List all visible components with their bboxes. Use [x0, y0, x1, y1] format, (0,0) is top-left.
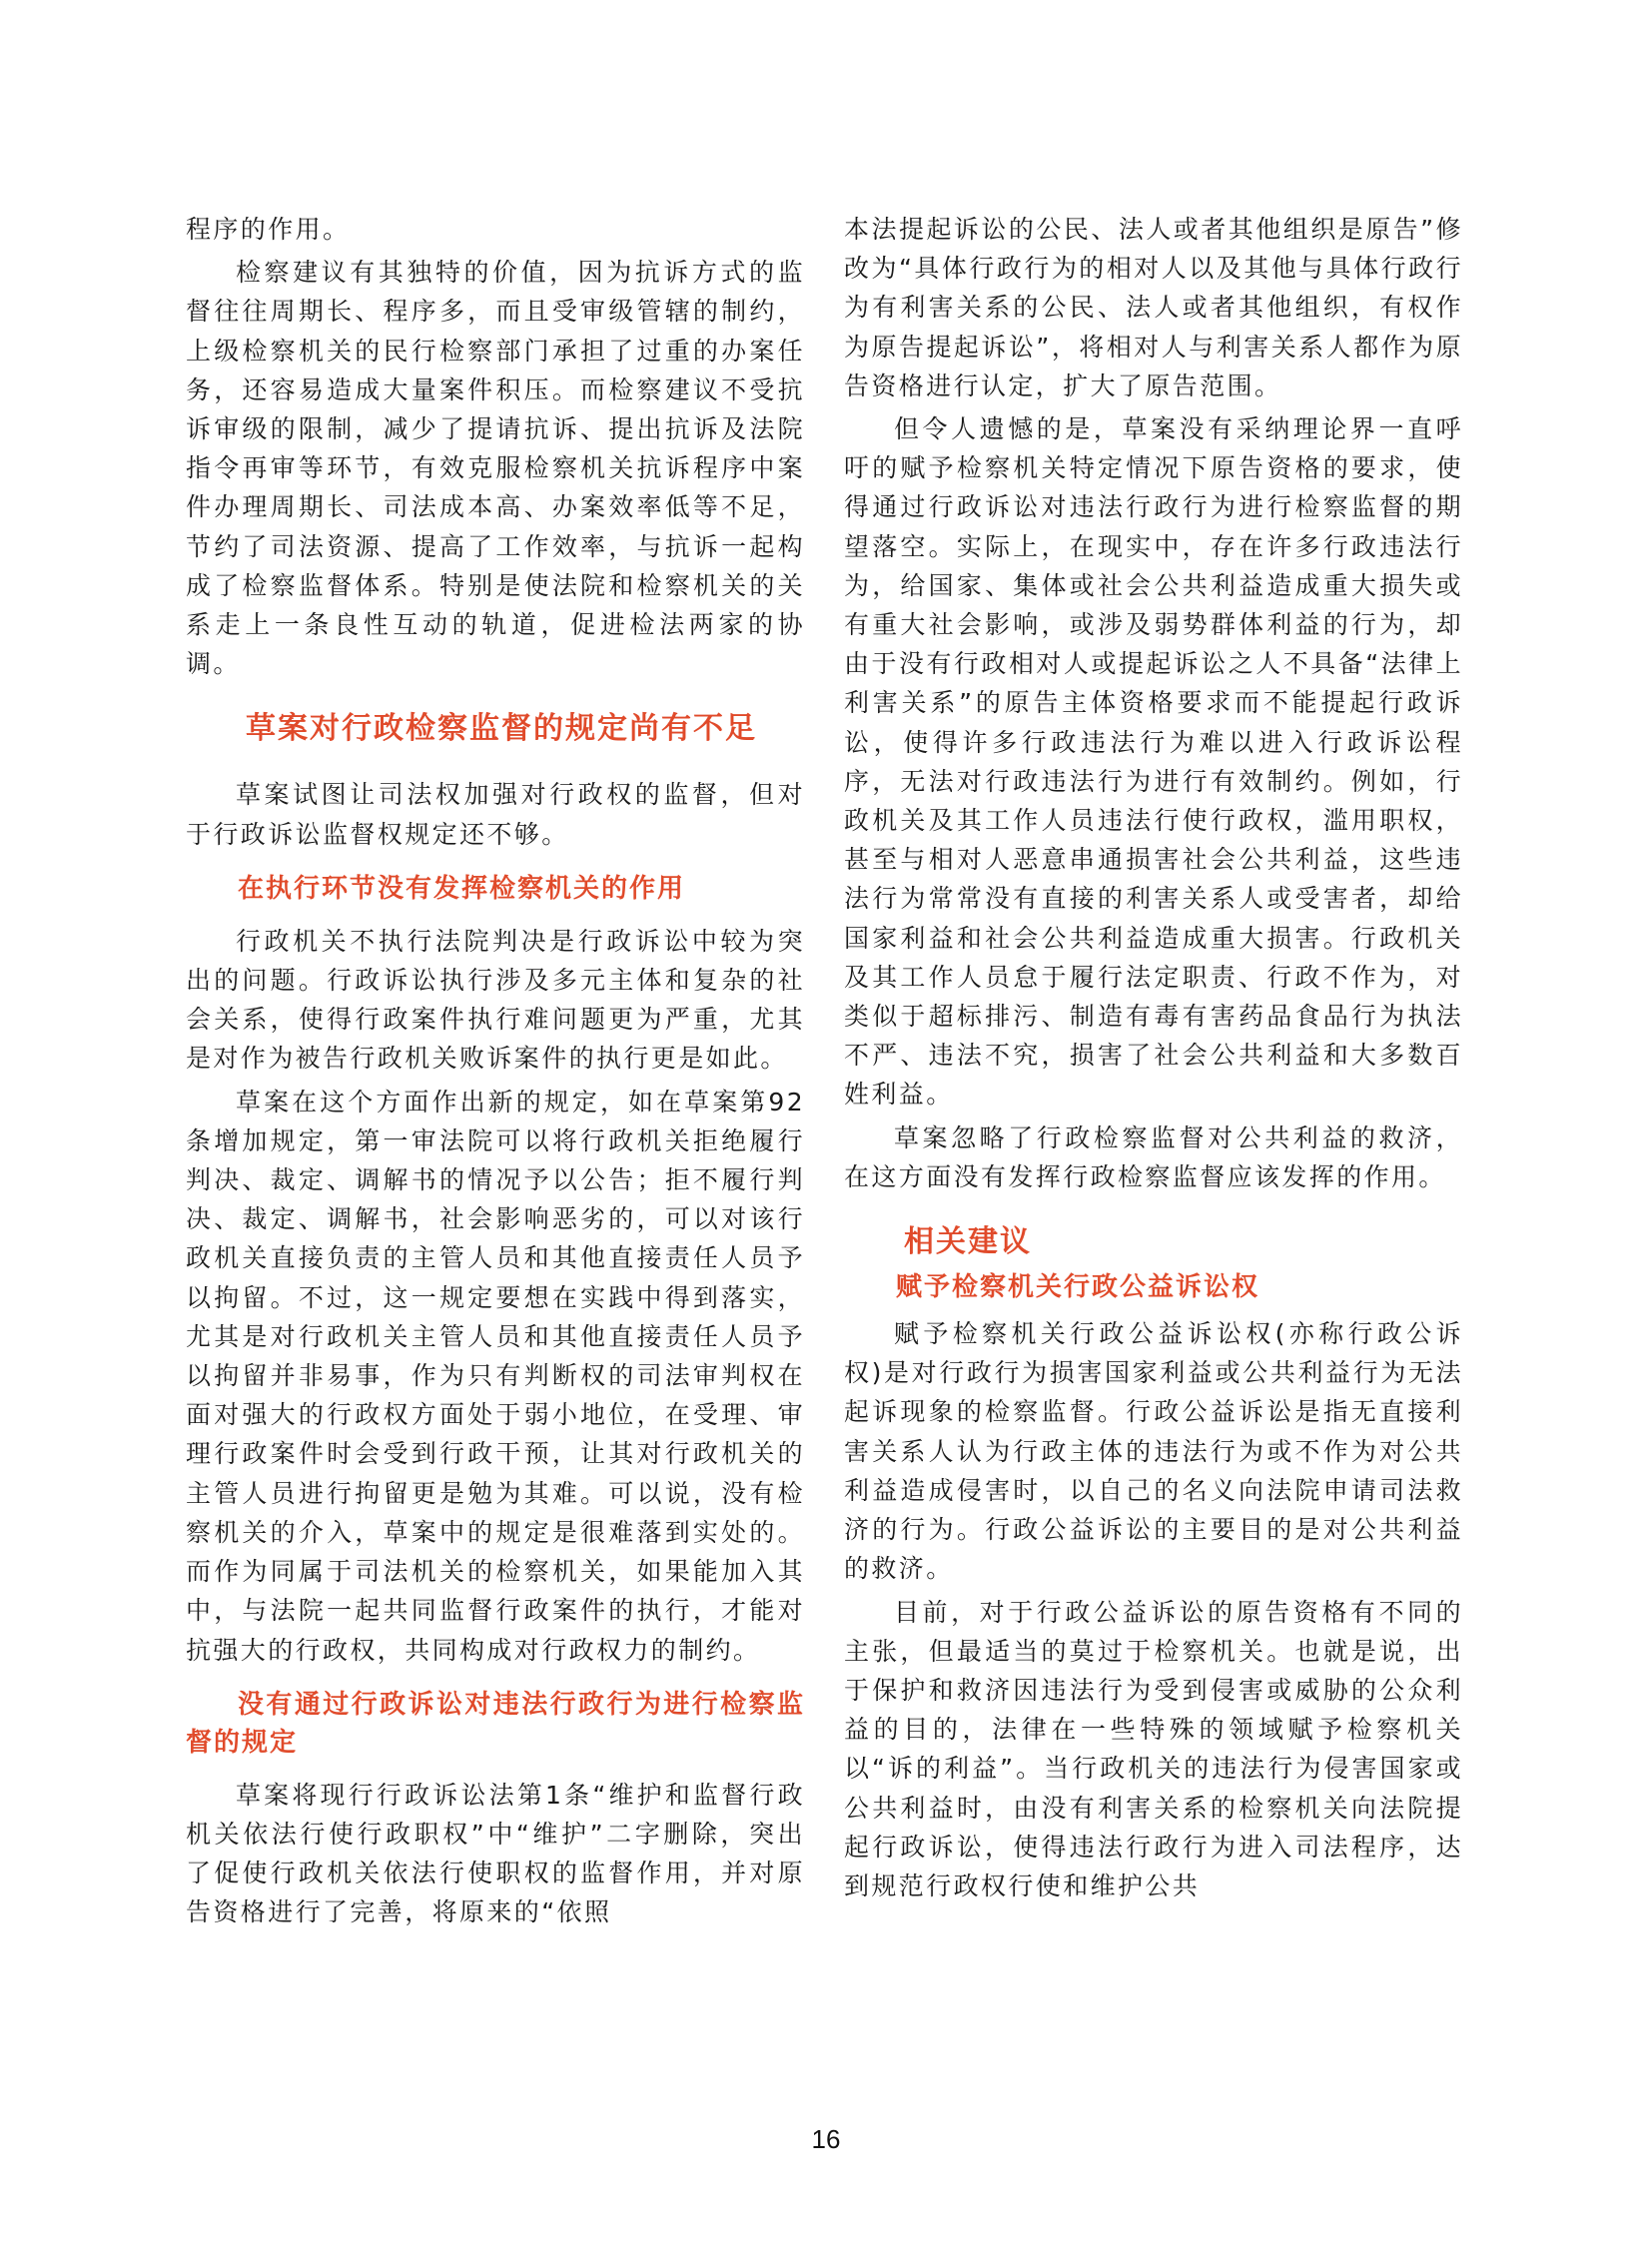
paragraph: 检察建议有其独特的价值，因为抗诉方式的监督往往周期长、程序多，而且受审级管辖的制约，上级检察机关的民行检察部门承担了过重的办案任务，还容易造成大量案件积压。而检察建议不受抗诉审级的限制，减少了提请抗诉、提出抗诉及法院指令再审等环节，有效克服检察机关抗诉程序中案件办理周期长、司法成本高、办案效率低等不足，节约了司法资源、提高了工作效率，与抗诉一起构成了检察监督体系。特别是使法院和检察机关的关系走上一条良性互动的轨道，促进检法两家的协调。 [186, 258, 805, 679]
paragraph: 草案将现行行政诉讼法第1条“维护和监督行政机关依法行使行政职权”中“维护”二字删除，突出了促使行政机关依法行使职权的监督作用，并对原告资格进行了完善，将原来的“依照 [186, 1780, 805, 1927]
page-number: 16 [811, 2124, 841, 2154]
subsection-heading: 在执行环节没有发挥检察机关的作用 [238, 873, 686, 904]
paragraph: 草案在这个方面作出新的规定，如在草案第92条增加规定，第一审法院可以将行政机关拒绝履行判决、裁定、调解书的情况予以公告；拒不履行判决、裁定、调解书，社会影响恶劣的，可以对该行政机关直接负责的主管人员和其他直接责任人员予以拘留。不过，这一规定要想在实践中得到落实，尤其是对行政机关主管人员和其他直接责任人员予以拘留并非易事，作为只有判断权的司法审判权在面对强大的行政权方面处于弱小地位，在受理、审理行政案件时会受到行政干预，让其对行政机关的主管人员进行拘留更是勉为其难。可以说，没有检察机关的介入，草案中的规定是很难落到实处的。而作为同属于司法机关的检察机关，如果能加入其中，与法院一起共同监督行政案件的执行，才能对抗强大的行政权，共同构成对行政权力的制约。 [186, 1087, 805, 1665]
paragraph: 目前，对于行政公益诉讼的原告资格有不同的主张，但最适当的莫过于检察机关。也就是说，出于保护和救济因违法行为受到侵害或威胁的公众利益的目的，法律在一些特殊的领域赋予检察机关以“诉的利益”。当行政机关的违法行为侵害国家或公共利益时，由没有利害关系的检察机关向法院提起行政诉讼，使得违法行政行为进入司法程序，达到规范行政权行使和维护公共 [844, 1597, 1463, 1900]
paragraph: 但令人遗憾的是，草案没有采纳理论界一直呼吁的赋予检察机关特定情况下原告资格的要求，使得通过行政诉讼对违法行政行为进行检察监督的期望落空。实际上，在现实中，存在许多行政违法行为，给国家、集体或社会公共利益造成重大损失或有重大社会影响，或涉及弱势群体利益的行为，却由于没有行政相对人或提起诉讼之人不具备“法律上利害关系”的原告主体资格要求而不能提起行政诉讼，使得许多行政违法行为难以进入行政诉讼程序，无法对行政违法行为进行有效制约。例如，行政机关及其工作人员违法行使行政权，滥用职权，甚至与相对人恶意串通损害社会公共利益，这些违法行为常常没有直接的利害关系人或受害者，却给国家利益和社会公共利益造成重大损害。行政机关及其工作人员怠于履行法定职责、行政不作为，对类似于超标排污、制造有毒有害药品食品行为执法不严、违法不究，损害了社会公共利益和大多数百姓利益。 [844, 414, 1463, 1110]
section-heading: 相关建议 [904, 1224, 1032, 1260]
section-heading: 草案对行政检察监督的规定尚有不足 [246, 711, 757, 747]
subsection-heading: 没有通过行政诉讼对违法行政行为进行检察监督的规定 [186, 1689, 805, 1758]
left-column [186, 210, 805, 1936]
subsection-heading: 赋予检察机关行政公益诉讼权 [896, 1272, 1260, 1303]
paragraph: 本法提起诉讼的公民、法人或者其他组织是原告”修改为“具体行政行为的相对人以及其他与具体行政行为有利害关系的公民、法人或者其他组织，有权作为原告提起诉讼”，将相对人与利害关系人都作为原告资格进行认定，扩大了原告范围。 [844, 215, 1463, 400]
paragraph: 程序的作用。 [186, 215, 351, 244]
paragraph: 草案试图让司法权加强对行政权的监督，但对于行政诉讼监督权规定还不够。 [186, 780, 805, 849]
paragraph: 赋予检察机关行政公益诉讼权(亦称行政公诉权)是对行政行为损害国家利益或公共利益行为无法起诉现象的检察监督。行政公益诉讼是指无直接利害关系人认为行政主体的违法行为或不作为对公共利益造成侵害时，以自己的名义向法院申请司法救济的行为。行政公益诉讼的主要目的是对公共利益的救济。 [844, 1319, 1463, 1584]
paragraph: 草案忽略了行政检察监督对公共利益的救济，在这方面没有发挥行政检察监督应该发挥的作用。 [844, 1122, 1463, 1191]
paragraph: 行政机关不执行法院判决是行政诉讼中较为突出的问题。行政诉讼执行涉及多元主体和复杂的社会关系，使得行政案件执行难问题更为严重，尤其是对作为被告行政机关败诉案件的执行更是如此。 [186, 926, 805, 1074]
right-column [844, 210, 1463, 1909]
